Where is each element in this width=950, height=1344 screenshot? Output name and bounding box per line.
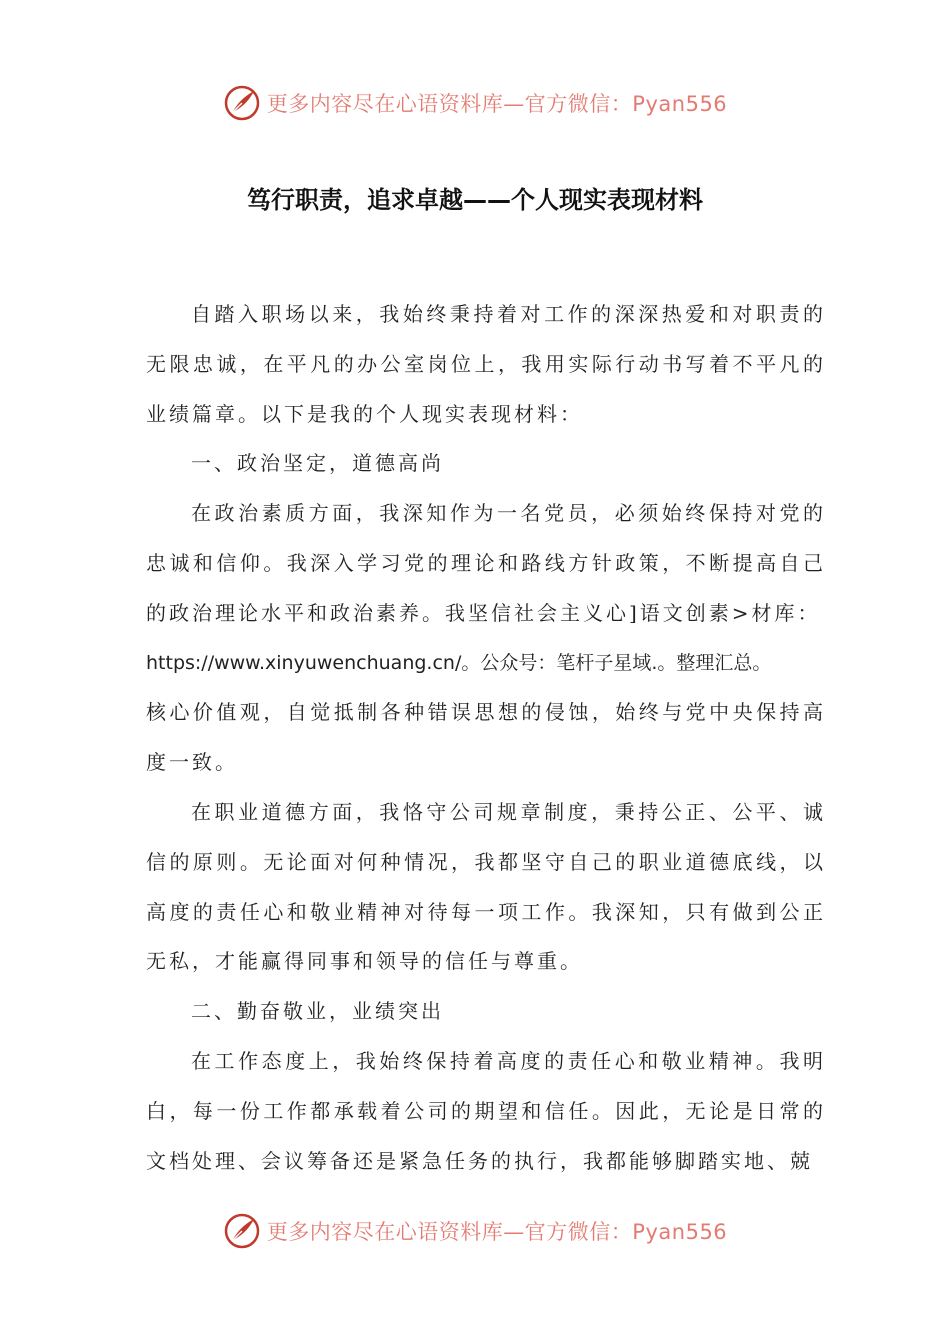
watermark-text: 更多内容尽在心语资料库—官方微信：Pyan556 [266,92,728,116]
paragraph-source-note: https://www.xinyuwenchuang.cn/。公众号：笔杆子星域.。整理汇总。 [146,651,772,674]
section-heading-1: 一、政治坚定，道德高尚 [191,451,444,476]
paragraph-intro: 自踏入职场以来，我始终秉持着对工作的深深热爱和对职责的无限忠诚，在平凡的办公室岗位上，我用实际行动书写着不平凡的业绩篇章。以下是我的个人现实表现材料： [146,302,826,426]
header-watermark-banner [0,80,950,126]
footer-watermark-banner [0,1208,950,1254]
document-title: 笃行职责，追求卓越——个人现实表现材料 [247,186,703,214]
document-body [146,290,826,1186]
paragraph-political-2: 核心价值观，自觉抵制各种错误思想的侵蚀，始终与党中央保持高度一致。 [146,700,826,775]
paragraph-work-attitude: 在工作态度上，我始终保持着高度的责任心和敬业精神。我明白，每一份工作都承载着公司的期望和信任。因此，无论是日常的文档处理、会议筹备还是紧急任务的执行，我都能够脚踏实地、兢 [146,1048,826,1173]
paragraph-political-1: 在政治素质方面，我深知作为一名党员，必须始终保持对党的忠诚和信仰。我深入学习党的理论和路线方针政策，不断提高自己的政治理论水平和政治素养。我坚信社会主义心]语文创素>材库： [146,501,826,625]
section-heading-2: 二、勤奋敬业，业绩突出 [191,999,444,1024]
quill-logo-icon [223,1212,261,1250]
watermark-text: 更多内容尽在心语资料库—官方微信：Pyan556 [266,1220,728,1244]
quill-logo-icon [223,84,261,122]
paragraph-ethics: 在职业道德方面，我恪守公司规章制度，秉持公正、公平、诚信的原则。无论面对何种情况，我都坚守自己的职业道德底线，以高度的责任心和敬业精神对待每一项工作。我深知，只有做到公正无私，才能赢得同事和领导的信任与尊重。 [146,799,826,974]
